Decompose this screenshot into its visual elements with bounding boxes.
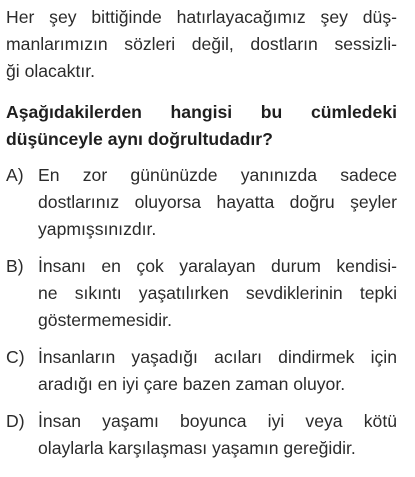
option-text [38,344,397,398]
option-d[interactable] [6,408,397,462]
option-text [38,253,397,334]
passage-line: ği olacaktır. [6,61,95,81]
option-letter: B) [6,256,24,276]
option-line: İnsanların yaşadığı acıları dindirmek için [38,347,397,367]
option-text [38,408,397,462]
passage-line: manlarımızın sözleri değil, dostların sessizli- [6,34,397,54]
question-stem [6,99,397,153]
question-line: düşünceyle aynı doğrultudadır? [6,129,273,149]
option-letter: A) [6,165,24,185]
passage-line: Her şey bittiğinde hatırlayacağımız şey düş- [6,7,397,27]
answer-options [6,162,397,462]
option-line: İnsanı en çok yaralayan durum kendisi- [38,256,397,276]
option-letter: C) [6,347,25,367]
option-text [38,162,397,243]
option-line: dostlarınız oluyorsa hayatta doğru şeyler [38,192,397,212]
option-line: ne sıkıntı yaşatılırken sevdiklerinin tepki [38,283,397,303]
option-b[interactable] [6,253,397,334]
option-line: yapmışsınızdır. [38,219,157,239]
option-line: aradığı en iyi çare bazen zaman oluyor. [38,374,346,394]
option-line: İnsan yaşamı boyunca iyi veya kötü [38,411,397,431]
option-line: göstermemesidir. [38,310,172,330]
option-c[interactable] [6,344,397,398]
question-line: Aşağıdakilerden hangisi bu cümledeki [6,102,397,122]
option-a[interactable] [6,162,397,243]
passage-text [6,4,397,85]
option-line: olaylarla karşılaşması yaşamın gereğidir. [38,438,356,458]
option-line: En zor gününüzde yanınızda sadece [38,165,397,185]
option-letter: D) [6,411,25,431]
